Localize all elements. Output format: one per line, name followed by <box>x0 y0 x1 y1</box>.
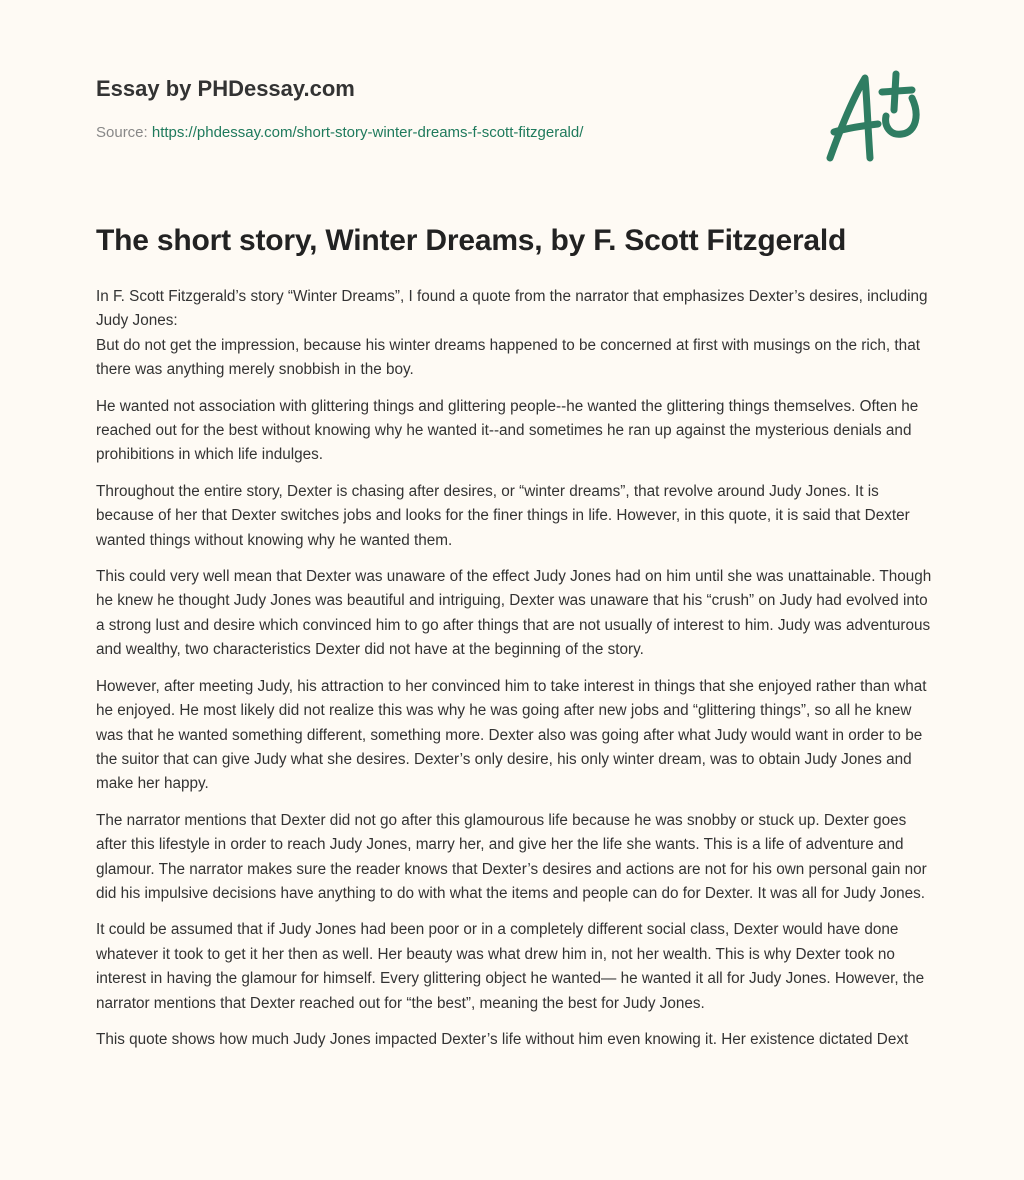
article-paragraph: In F. Scott Fitzgerald’s story “Winter Dreams”, I found a quote from the narrator that emphasizes Dexter’s desires, including Judy Jones: <box>96 288 928 330</box>
source-label: Source: <box>96 124 148 141</box>
article-paragraph: Throughout the entire story, Dexter is chasing after desires, or “winter dreams”, that revolve around Judy Jones. It is because of her that Dexter switches jobs and looks for the finer things in life. However, in this quote, it is said that Dexter wanted things without knowing why he wanted them. <box>96 482 910 549</box>
article-paragraph: However, after meeting Judy, his attraction to her convinced him to take interest in things that she enjoyed rather than what he enjoyed. He most likely did not realize this was why he was going after new jobs and “glittering things”, so all he knew was that he wanted something different, something more. Dexter also was going after what Judy would want in order to be the suitor that can give Judy what she desires. Dexter’s only desire, his only winter dream, was to obtain Judy Jones and make her happy. <box>96 677 927 793</box>
article-paragraph: The narrator mentions that Dexter did not go after this glamourous life because he was snobby or stuck up. Dexter goes after this lifestyle in order to reach Judy Jones, marry her, and give her the life she wants. This is a life of adventure and glamour. The narrator makes sure the reader knows that Dexter’s desires and actions are not for his own personal gain nor did his impulsive decisions have anything to do with what the items and people can do for Dexter. It was all for Judy Jones. <box>96 811 927 902</box>
article-paragraph: It could be assumed that if Judy Jones had been poor or in a completely different social class, Dexter would have done whatever it took to get it her then as well. Her beauty was what drew him in, not her wealth. This is why Dexter took no interest in having the glamour for himself. Every glittering object he wanted— he wanted it all for Judy Jones. However, the narrator mentions that Dexter reached out for “the best”, meaning the best for Judy Jones. <box>96 921 925 1012</box>
article-body <box>96 285 936 1064</box>
a-plus-logo-icon <box>820 70 930 170</box>
article-paragraph: This quote shows how much Judy Jones impacted Dexter’s life without him even knowing it. Her existence dictated Dext <box>96 1030 909 1048</box>
article-title: The short story, Winter Dreams, by F. Scott Fitzgerald <box>96 224 847 257</box>
source-link[interactable]: https://phdessay.com/short-story-winter-dreams-f-scott-fitzgerald/ <box>151 124 584 141</box>
source-line <box>96 124 583 141</box>
article-paragraph: This could very well mean that Dexter was unaware of the effect Judy Jones had on him until she was unattainable. Though he knew he thought Judy Jones was beautiful and intriguing, Dexter was unaware that his “crush” on Judy had evolved into a strong lust and desire which convinced him to go after things that are not usually of interest to him. Judy was adventurous and wealthy, two characteristics Dexter did not have at the beginning of the story. <box>96 568 932 659</box>
article-paragraph: But do not get the impression, because his winter dreams happened to be concerned at first with musings on the rich, that there was anything merely snobbish in the boy. <box>96 336 920 379</box>
article-paragraph: He wanted not association with glittering things and glittering people--he wanted the glittering things themselves. Often he reached out for the best without knowing why he wanted it--and sometimes he ran up against the mysterious denials and prohibitions in which life indulges. <box>96 397 919 464</box>
site-brand: Essay by PHDessay.com <box>96 76 355 101</box>
